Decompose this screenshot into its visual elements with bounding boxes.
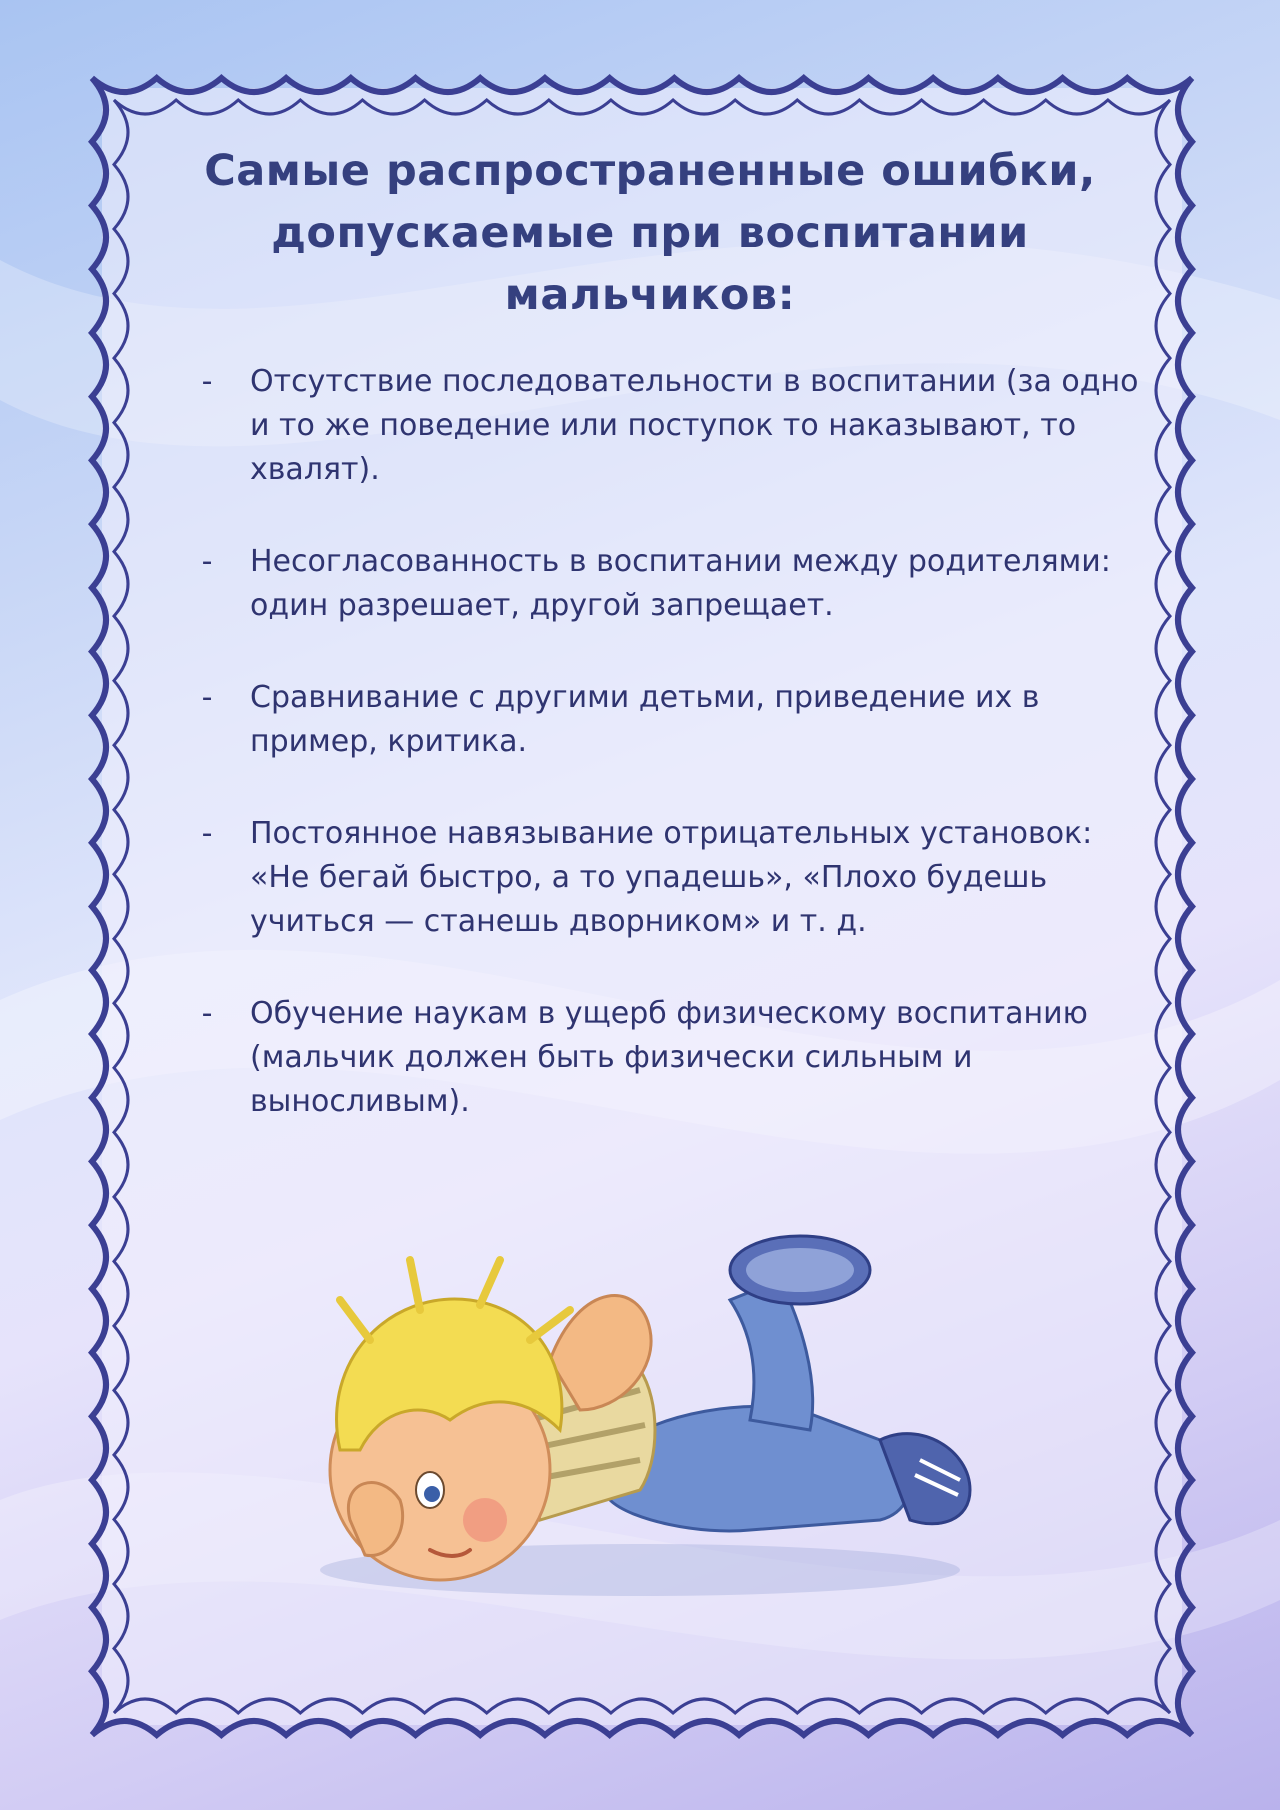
list-item-text: Сравнивание с другими детьми, приведение их в пример, критика. bbox=[250, 680, 1040, 759]
list-item bbox=[140, 360, 1150, 492]
dash-marker: - bbox=[201, 816, 213, 851]
dash-marker: - bbox=[201, 996, 213, 1031]
list-item-text: Обучение наукам в ущерб физическому воспитанию (мальчик должен быть физически сильным и выносливым). bbox=[250, 996, 1088, 1119]
poster-content bbox=[140, 140, 1140, 1172]
poster-title bbox=[170, 140, 1130, 326]
list-item bbox=[140, 540, 1150, 628]
boy-lying-on-floor-illustration bbox=[280, 1220, 1000, 1620]
frame-outer-scallop bbox=[92, 1721, 1192, 1735]
list-item-text: Несогласованность в воспитании между родителями: один разрешает, другой запрещает. bbox=[250, 544, 1111, 623]
dash-marker: - bbox=[201, 544, 213, 579]
list-item-text: Постоянное навязывание отрицательных установок: «Не бегай быстро, а то упадешь», «Плохо будешь учиться — станешь дворником» и т. д. bbox=[250, 816, 1093, 939]
frame-outer-scallop bbox=[92, 78, 1192, 92]
title-line-1: Самые распространенные ошибки, bbox=[204, 146, 1096, 196]
title-line-2: допускаемые при воспитании bbox=[271, 208, 1029, 258]
mistakes-list bbox=[140, 360, 1140, 1124]
dash-marker: - bbox=[201, 680, 213, 715]
title-line-3: мальчиков: bbox=[504, 270, 796, 320]
dash-marker: - bbox=[201, 364, 213, 399]
list-item bbox=[140, 812, 1150, 944]
list-item bbox=[140, 992, 1150, 1124]
list-item-text: Отсутствие последовательности в воспитании (за одно и то же поведение или поступок то наказывают, то хвалят). bbox=[250, 364, 1139, 487]
list-item bbox=[140, 676, 1150, 764]
